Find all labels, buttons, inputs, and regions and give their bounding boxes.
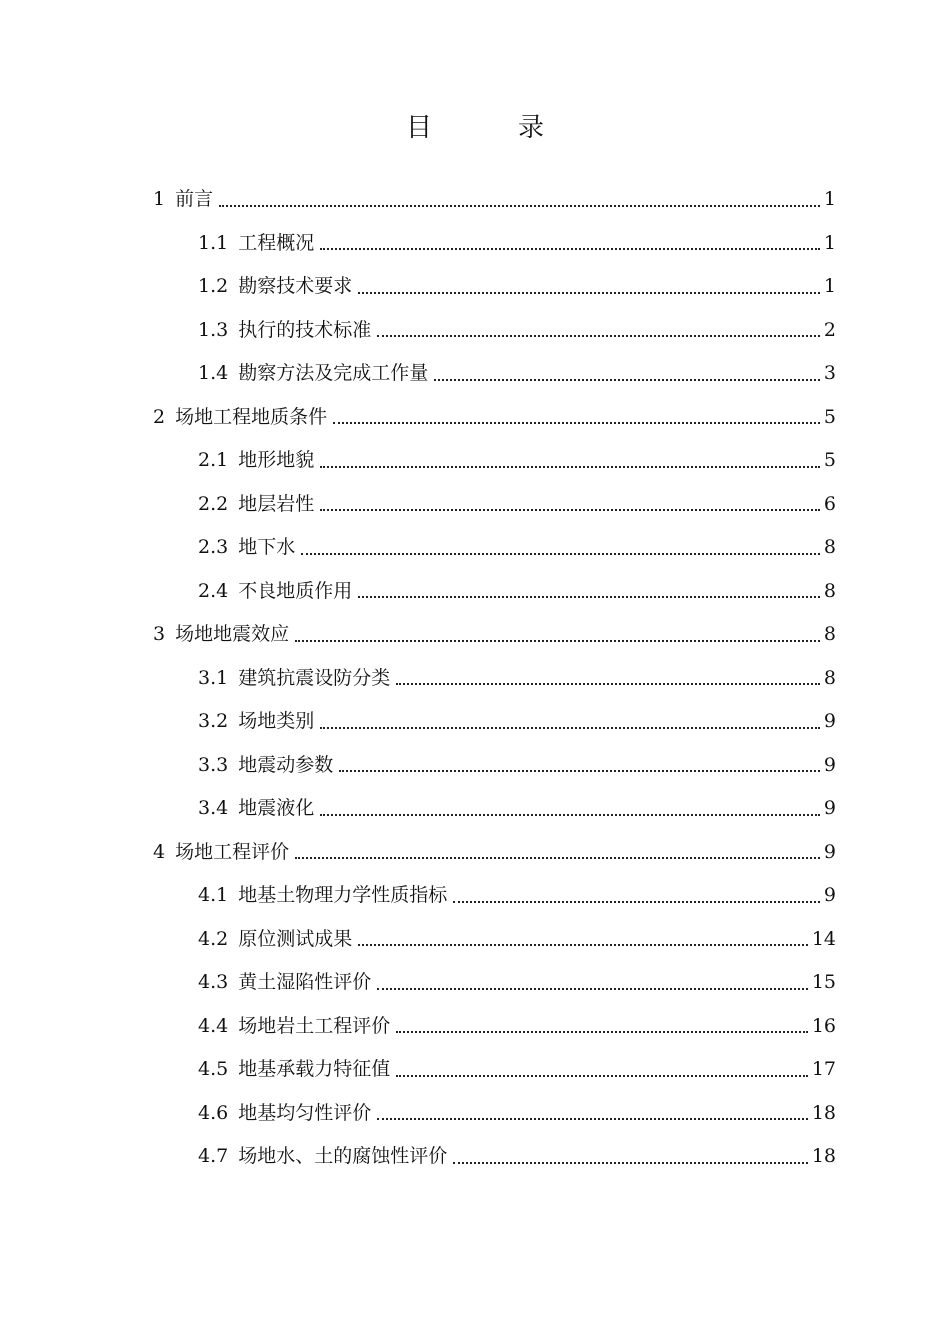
toc-entry-number: 3.1 [198, 666, 229, 689]
toc-list [0, 178, 950, 1179]
toc-dot-leader [396, 1031, 808, 1033]
toc-chapter-entry[interactable] [0, 178, 836, 222]
toc-page-number: 6 [823, 492, 836, 515]
toc-entry-number: 3.3 [198, 753, 229, 776]
toc-section-entry[interactable] [0, 309, 836, 353]
toc-section-entry[interactable] [0, 874, 836, 918]
toc-entry-title: 勘察方法及完成工作量 [238, 362, 429, 384]
toc-dot-leader [453, 901, 820, 903]
toc-entry-title: 地基承载力特征值 [238, 1058, 391, 1080]
toc-entry-title: 地基均匀性评价 [238, 1101, 372, 1124]
toc-entry-number: 3 [153, 623, 166, 645]
toc-section-entry[interactable] [0, 1005, 836, 1049]
toc-entry-title: 执行的技术标准 [238, 318, 372, 341]
toc-chapter-entry[interactable] [0, 396, 836, 440]
toc-entry-title: 不良地质作用 [238, 579, 353, 602]
toc-dot-leader [320, 248, 820, 250]
toc-entry-number: 3.2 [198, 710, 229, 732]
toc-dot-leader [320, 509, 820, 511]
toc-page-number: 3 [823, 362, 836, 384]
toc-page-number: 18 [811, 1101, 836, 1124]
toc-page-number: 8 [823, 623, 836, 645]
toc-section-entry[interactable] [0, 570, 836, 614]
toc-chapter-entry[interactable] [0, 831, 836, 875]
toc-entry-number: 1.2 [198, 275, 229, 297]
toc-entry-number: 4.2 [198, 927, 229, 950]
toc-dot-leader [320, 727, 820, 729]
toc-page-number: 18 [811, 1145, 836, 1167]
toc-entry-number: 4.6 [198, 1101, 229, 1124]
toc-dot-leader [301, 553, 820, 555]
toc-entry-title: 场地工程评价 [175, 840, 290, 863]
toc-dot-leader [358, 596, 820, 598]
toc-page-number: 5 [823, 405, 836, 428]
toc-page-number: 15 [811, 971, 836, 993]
toc-section-entry[interactable] [0, 483, 836, 527]
toc-page-number: 9 [823, 840, 836, 863]
toc-entry-number: 1.1 [198, 231, 229, 254]
toc-section-entry[interactable] [0, 352, 836, 396]
toc-section-entry[interactable] [0, 657, 836, 701]
toc-section-entry[interactable] [0, 265, 836, 309]
toc-entry-title: 勘察技术要求 [238, 275, 353, 297]
toc-page-number: 2 [823, 318, 836, 341]
toc-entry-title: 场地类别 [238, 710, 315, 732]
toc-dot-leader [320, 466, 820, 468]
toc-page-number: 8 [823, 579, 836, 602]
toc-page-number: 9 [823, 710, 836, 732]
toc-page-number: 5 [823, 449, 836, 471]
toc-page-number: 8 [823, 536, 836, 558]
toc-dot-leader [396, 683, 820, 685]
toc-entry-title: 地层岩性 [238, 492, 315, 515]
toc-entry-title: 场地工程地质条件 [175, 405, 328, 428]
toc-dot-leader [377, 988, 808, 990]
toc-entry-title: 地震动参数 [238, 753, 334, 776]
toc-entry-title: 前言 [175, 188, 214, 210]
toc-section-entry[interactable] [0, 1048, 836, 1092]
toc-section-entry[interactable] [0, 439, 836, 483]
toc-section-entry[interactable] [0, 700, 836, 744]
toc-dot-leader [320, 814, 820, 816]
toc-entry-title: 场地地震效应 [175, 623, 290, 645]
toc-entry-title: 原位测试成果 [238, 927, 353, 950]
toc-entry-title: 工程概况 [238, 231, 315, 254]
toc-entry-number: 2.4 [198, 579, 229, 602]
toc-entry-number: 4.3 [198, 971, 229, 993]
page-title: 目 录 [405, 113, 574, 143]
toc-entry-number: 4 [153, 840, 166, 863]
toc-page-number: 9 [823, 753, 836, 776]
toc-entry-number: 4.5 [198, 1058, 229, 1080]
toc-page-number: 14 [811, 927, 836, 950]
toc-entry-title: 场地岩土工程评价 [238, 1014, 391, 1037]
toc-dot-leader [377, 335, 820, 337]
toc-dot-leader [434, 379, 820, 381]
toc-section-entry[interactable] [0, 961, 836, 1005]
toc-section-entry[interactable] [0, 787, 836, 831]
toc-entry-number: 2.3 [198, 536, 229, 558]
toc-dot-leader [295, 857, 820, 859]
toc-entry-number: 4.4 [198, 1014, 229, 1037]
toc-dot-leader [339, 770, 820, 772]
toc-entry-number: 4.7 [198, 1145, 229, 1167]
toc-chapter-entry[interactable] [0, 613, 836, 657]
toc-entry-number: 3.4 [198, 797, 229, 819]
toc-section-entry[interactable] [0, 526, 836, 570]
toc-entry-number: 1.4 [198, 362, 229, 384]
toc-section-entry[interactable] [0, 222, 836, 266]
toc-entry-title: 地形地貌 [238, 449, 315, 471]
toc-page-number: 8 [823, 666, 836, 689]
toc-page-number: 17 [811, 1058, 836, 1080]
toc-dot-leader [333, 422, 820, 424]
toc-section-entry[interactable] [0, 1092, 836, 1136]
toc-section-entry[interactable] [0, 918, 836, 962]
toc-page-number: 9 [823, 797, 836, 819]
toc-entry-title: 地基土物理力学性质指标 [238, 884, 448, 906]
toc-dot-leader [396, 1075, 808, 1077]
toc-entry-title: 地下水 [238, 536, 296, 558]
toc-page-number: 1 [823, 275, 836, 297]
toc-entry-number: 4.1 [198, 884, 229, 906]
toc-dot-leader [453, 1162, 808, 1164]
toc-section-entry[interactable] [0, 744, 836, 788]
toc-entry-number: 2.1 [198, 449, 229, 471]
toc-entry-title: 地震液化 [238, 797, 315, 819]
toc-section-entry[interactable] [0, 1135, 836, 1179]
toc-entry-number: 2.2 [198, 492, 229, 515]
toc-page-number: 9 [823, 884, 836, 906]
toc-page-number: 16 [811, 1014, 836, 1037]
toc-entry-number: 1.3 [198, 318, 229, 341]
toc-entry-title: 建筑抗震设防分类 [238, 666, 391, 689]
toc-dot-leader [358, 944, 808, 946]
toc-dot-leader [219, 205, 820, 207]
toc-entry-number: 2 [153, 405, 166, 428]
toc-page-number: 1 [823, 188, 836, 210]
toc-entry-title: 黄土湿陷性评价 [238, 971, 372, 993]
toc-dot-leader [358, 292, 820, 294]
toc-entry-title: 场地水、土的腐蚀性评价 [238, 1145, 448, 1167]
toc-dot-leader [377, 1118, 808, 1120]
toc-entry-number: 1 [153, 188, 166, 210]
toc-page-number: 1 [823, 231, 836, 254]
toc-dot-leader [295, 640, 820, 642]
